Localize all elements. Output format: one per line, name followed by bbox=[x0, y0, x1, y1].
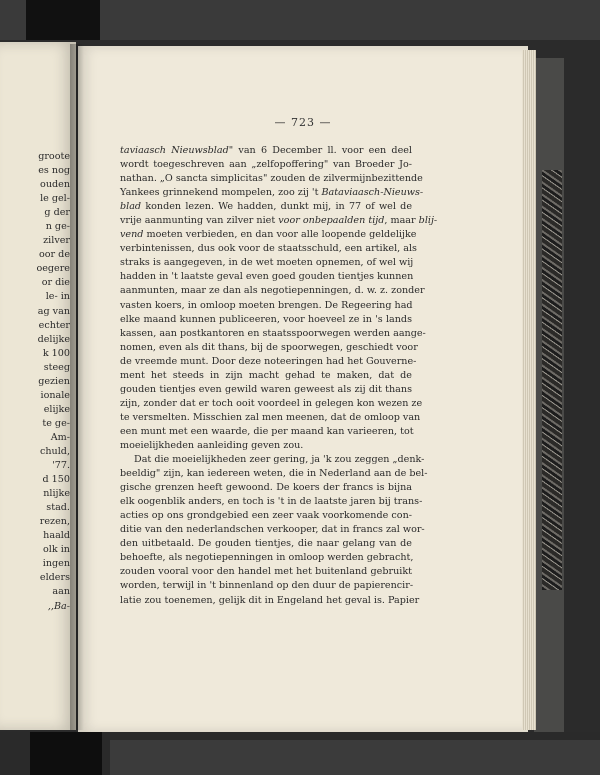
left-page-line: ouden bbox=[40, 179, 70, 191]
left-page-line: g der bbox=[44, 207, 70, 219]
page-edges bbox=[522, 50, 536, 730]
left-page-line: '77. bbox=[52, 460, 70, 472]
text-line: taviaasch Nieuwsblad" van 6 December ll. voor een deel bbox=[120, 145, 412, 156]
text-line: elke maand kunnen publiceeren, voor hoeveel ze in 's lands bbox=[120, 313, 412, 325]
text-line: Yankees grinnekend mompelen, zoo zij 't Bataviaasch-Nieuws- bbox=[120, 187, 424, 199]
left-page-line: rezen, bbox=[39, 516, 70, 528]
text-line: nomen, even als dit thans, bij de spoorwegen, geschiedt voor bbox=[120, 341, 418, 353]
text-line: worden, terwijl in 't binnenland op den duur de papierencir- bbox=[120, 580, 414, 592]
text-line: hadden in 't laatste geval even goed gouden tientjes kunnen bbox=[120, 271, 414, 283]
text-line: ditie van den nederlandschen verkooper, dat in francs zal wor- bbox=[120, 524, 425, 536]
text-line: latie zou toenemen, gelijk dit in Engeland het geval is. Papier bbox=[120, 594, 420, 606]
text-line: kassen, aan postkantoren en staatsspoorwegen werden aange- bbox=[120, 327, 426, 339]
left-page-line: nlijke bbox=[43, 488, 70, 500]
left-page-line: echter bbox=[38, 319, 70, 331]
text-line: blad konden lezen. We hadden, dunkt mij, in 77 of wel de bbox=[120, 201, 412, 213]
page-number: — 723 — bbox=[274, 116, 332, 129]
text-line: gische grenzen heeft gewoond. De koers der francs is bijna bbox=[120, 482, 412, 494]
left-page-line: ag van bbox=[37, 305, 70, 317]
left-page-line: es nog bbox=[38, 165, 70, 177]
book-gutter bbox=[70, 44, 84, 730]
text-line: verbintenissen, dus ook voor de staatsschuld, een artikel, als bbox=[120, 243, 417, 255]
left-page-line: steeg bbox=[43, 361, 70, 373]
left-page-line: oegere bbox=[36, 263, 70, 275]
text-line: beeldig" zijn, kan iedereen weten, die in Nederland aan de bel- bbox=[120, 468, 428, 480]
left-page-line: gezien bbox=[38, 375, 70, 387]
background-stripe bbox=[26, 0, 100, 40]
left-page-line: d 150 bbox=[42, 474, 70, 486]
left-page-line: k 100 bbox=[42, 347, 70, 359]
marbled-edge bbox=[542, 170, 562, 590]
left-page-line: olk in bbox=[43, 544, 70, 556]
left-page-line: elijke bbox=[43, 403, 70, 415]
text-line: elk oogenblik anders, en toch is 't in de laatste jaren bij trans- bbox=[120, 496, 423, 508]
left-page-line: or die bbox=[41, 277, 70, 289]
left-page-line: n ge- bbox=[45, 221, 70, 233]
text-line: vasten koers, in omloop moeten brengen. De Regeering had bbox=[120, 299, 413, 311]
left-page-line: le- in bbox=[45, 291, 70, 303]
text-line: vrije aanmunting van zilver niet voor onbepaalden tijd, maar blij- bbox=[120, 215, 438, 227]
left-page-line: ,,Ba- bbox=[47, 600, 70, 612]
left-page-line: stad. bbox=[46, 502, 70, 514]
text-line: de vreemde munt. Door deze noteeringen had het Gouverne- bbox=[120, 355, 417, 367]
left-page-line: aan bbox=[52, 586, 70, 598]
text-line: behoefte, als negotiepenningen in omloop werden gebracht, bbox=[120, 552, 414, 564]
text-line: zouden vooral voor den handel met het buitenland gebruikt bbox=[120, 566, 412, 578]
left-page-line: groote bbox=[38, 151, 70, 162]
background-top bbox=[0, 0, 600, 40]
left-page-line: delijke bbox=[37, 333, 70, 345]
text-line: Dat die moeielijkheden zeer gering, ja 'k zou zeggen „denk- bbox=[134, 454, 425, 466]
text-line: moeielijkheden aanleiding geven zou. bbox=[120, 439, 304, 451]
left-page-line: zilver bbox=[43, 235, 70, 247]
text-line: nathan. „O sancta simplicitas" zouden de zilvermijnbezittende bbox=[120, 173, 423, 185]
text-line: een munt met een waarde, die per maand kan varieeren, tot bbox=[120, 425, 414, 437]
left-page-line: ingen bbox=[42, 558, 70, 570]
text-line: ment het steeds in zijn macht gehad te maken, dat de bbox=[120, 369, 412, 381]
background-stripe bbox=[30, 732, 102, 775]
left-page-line: haald bbox=[43, 530, 70, 542]
text-line: straks is aangegeven, in de wet moeten opnemen, of wel wij bbox=[120, 257, 414, 269]
left-page-line: oor de bbox=[38, 249, 70, 261]
text-line: te versmelten. Misschien zal men meenen, dat de omloop van bbox=[120, 411, 421, 423]
left-page-line: elders bbox=[39, 572, 70, 584]
left-page-line: chuld, bbox=[40, 445, 70, 457]
text-line: den uitbetaald. De gouden tientjes, die naar gelang van de bbox=[120, 538, 412, 550]
left-page-line: te ge- bbox=[42, 417, 70, 429]
left-page-line: le gel- bbox=[40, 193, 70, 205]
text-line: wordt toegeschreven aan „zelfopoffering" van Broeder Jo- bbox=[120, 159, 412, 171]
text-line: aanmunten, maar ze dan als negotiepenningen, d. w. z. zonder bbox=[120, 285, 425, 297]
text-line: zijn, zonder dat er toch ooit voordeel in gelegen kon wezen ze bbox=[120, 397, 423, 409]
left-page-text bbox=[0, 150, 74, 614]
text-line: vend moeten verbieden, en dan voor alle loopende geldelijke bbox=[120, 229, 417, 241]
text-line: gouden tientjes even gewild waren geweest als zij dit thans bbox=[120, 383, 412, 395]
background-bottom bbox=[0, 732, 600, 775]
text-line: acties op ons grondgebied een zeer vaak voorkomende con- bbox=[120, 510, 412, 522]
left-page-line: Am- bbox=[50, 431, 70, 443]
left-page-line: ionale bbox=[40, 389, 70, 401]
background-panel bbox=[110, 740, 600, 775]
body-text bbox=[120, 144, 438, 608]
